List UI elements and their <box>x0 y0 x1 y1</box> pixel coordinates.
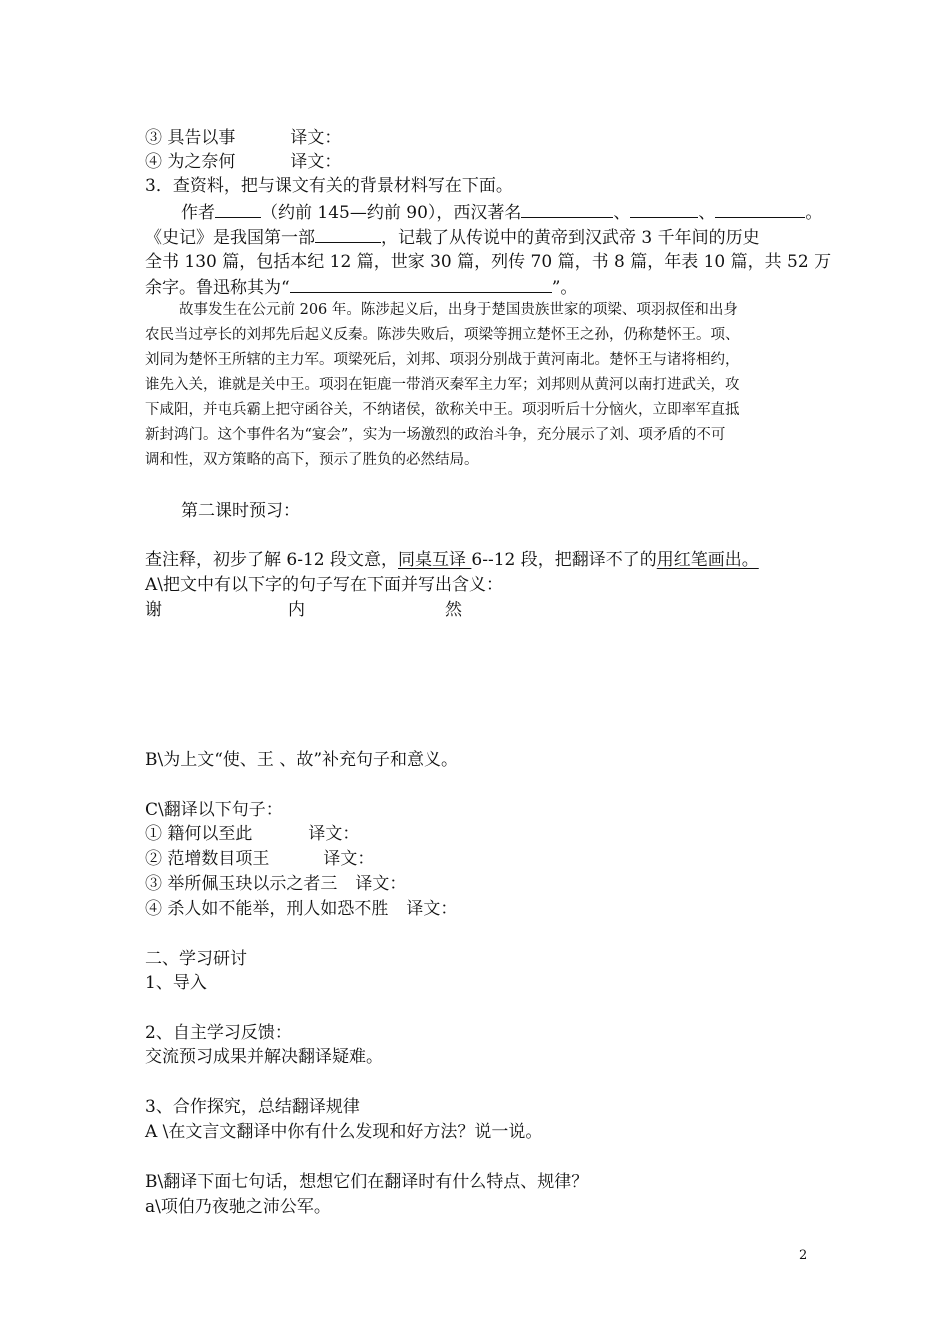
background-line: 刘同为楚怀王所辖的主力军。项梁死后，刘邦、项羽分别战于黄河南北。楚怀王与诸将相约， <box>145 352 740 368</box>
separator: 、 <box>613 203 631 223</box>
lesson2-title: 第二课时预习： <box>181 501 300 521</box>
section-b-title: B\为上文“使、王 、故”补充句子和意义。 <box>145 750 459 770</box>
study-step-3: 3、合作探究，总结翻译规律 <box>145 1097 360 1117</box>
author-blank[interactable] <box>215 201 261 218</box>
shiji-description: ，记载了从传说中的黄帝到汉武帝 3 千年间的历史 <box>381 228 760 248</box>
c-item-3-label: 译文： <box>355 874 407 894</box>
char-nei: 内 <box>288 600 305 620</box>
preview-item-3-label: 译文： <box>290 128 342 148</box>
background-line: 故事发生在公元前 206 年。陈涉起义后，出身于楚国贵族世家的项梁、项羽叔侄和出身 <box>179 302 738 318</box>
author-label: 作者 <box>181 203 215 223</box>
author-line-4 <box>145 276 577 299</box>
c-item-4 <box>145 898 457 920</box>
q3-title: 3．查资料，把与课文有关的背景材料写在下面。 <box>145 176 513 196</box>
preview-item-3 <box>145 127 341 149</box>
instr-underlined-2: 用红笔画出。 <box>656 550 759 570</box>
instr-underlined-1: 同桌互译 <box>398 550 472 570</box>
section-c-title: C\翻译以下句子： <box>145 800 283 820</box>
study-step-2: 2、自主学习反馈： <box>145 1023 292 1043</box>
study-title: 二、学习研讨 <box>145 949 247 969</box>
study-step-3-b: B\翻译下面七句话，想想它们在翻译时有什么特点、规律？ <box>145 1172 589 1192</box>
study-step-1: 1、导入 <box>145 973 207 993</box>
char-ran: 然 <box>445 600 462 620</box>
title-blank-1[interactable] <box>521 201 613 218</box>
background-line: 新封鸿门。这个事件名为“宴会”，实为一场激烈的政治斗争，充分展示了刘、项矛盾的不可 <box>145 427 726 443</box>
luxun-comment: 余字。鲁迅称其为“ <box>145 278 290 298</box>
luxun-quote-blank[interactable] <box>290 276 552 293</box>
c-item-2-label: 译文： <box>323 849 375 869</box>
lesson2-instructions <box>145 549 759 571</box>
preview-item-3-text: ③ 具告以事 <box>145 128 236 148</box>
page-number: 2 <box>799 1248 808 1263</box>
c-item-1-text: ① 籍何以至此 <box>145 824 253 844</box>
study-step-3-b-a: a\项伯乃夜驰之沛公军。 <box>145 1197 331 1217</box>
c-item-2-text: ② 范增数目项王 <box>145 849 270 869</box>
background-line: 谁先入关，谁就是关中王。项羽在钜鹿一带消灭秦军主力军；刘邦则从黄河以南打进武关，攻 <box>145 377 740 393</box>
background-line: 农民当过亭长的刘邦先后起义反秦。陈涉失败后，项梁等拥立楚怀王之孙，仍称楚怀王。项、 <box>145 327 740 343</box>
shiji-intro: 《史记》是我国第一部 <box>145 228 315 248</box>
c-item-1 <box>145 823 359 845</box>
author-line-2 <box>145 226 760 249</box>
preview-item-4 <box>145 151 341 173</box>
quote-close: ”。 <box>551 278 578 298</box>
author-line-1 <box>181 201 822 224</box>
author-line-3: 全书 130 篇，包括本纪 12 篇，世家 30 篇，列传 70 篇，书 8 篇，年表 10 篇，共 52 万 <box>145 252 832 272</box>
shiji-type-blank[interactable] <box>315 226 381 243</box>
c-item-4-label: 译文： <box>406 899 458 919</box>
section-a-chars <box>145 599 462 621</box>
char-xie: 谢 <box>145 600 162 620</box>
preview-item-4-text: ④ 为之奈何 <box>145 152 236 172</box>
title-blank-3[interactable] <box>715 201 805 218</box>
study-step-2-text: 交流预习成果并解决翻译疑难。 <box>145 1047 383 1067</box>
c-item-3 <box>145 873 406 895</box>
c-item-3-text: ③ 举所佩玉玦以示之者三 <box>145 874 338 894</box>
instr-part-a: 查注释，初步了解 6-12 段文意， <box>145 550 398 570</box>
section-a-title: A\把文中有以下字的句子写在下面并写出含义： <box>145 575 504 595</box>
background-line: 调和性，双方策略的高下，预示了胜负的必然结局。 <box>145 452 479 468</box>
c-item-1-label: 译文： <box>308 824 360 844</box>
period: 。 <box>805 203 823 223</box>
study-step-3-a: A \在文言文翻译中你有什么发现和好方法？说一说。 <box>145 1122 543 1142</box>
preview-item-4-label: 译文： <box>290 152 342 172</box>
instr-part-b: 6--12 段，把翻译不了的 <box>471 550 657 570</box>
title-blank-2[interactable] <box>630 201 698 218</box>
background-line: 下咸阳，并屯兵霸上把守函谷关，不纳诸侯，欲称关中王。项羽听后十分恼火，立即率军直抵 <box>145 402 740 418</box>
author-dates: （约前 145—约前 90），西汉著名 <box>261 203 522 223</box>
c-item-4-text: ④ 杀人如不能举，刑人如恐不胜 <box>145 899 389 919</box>
c-item-2 <box>145 848 374 870</box>
separator: 、 <box>698 203 716 223</box>
